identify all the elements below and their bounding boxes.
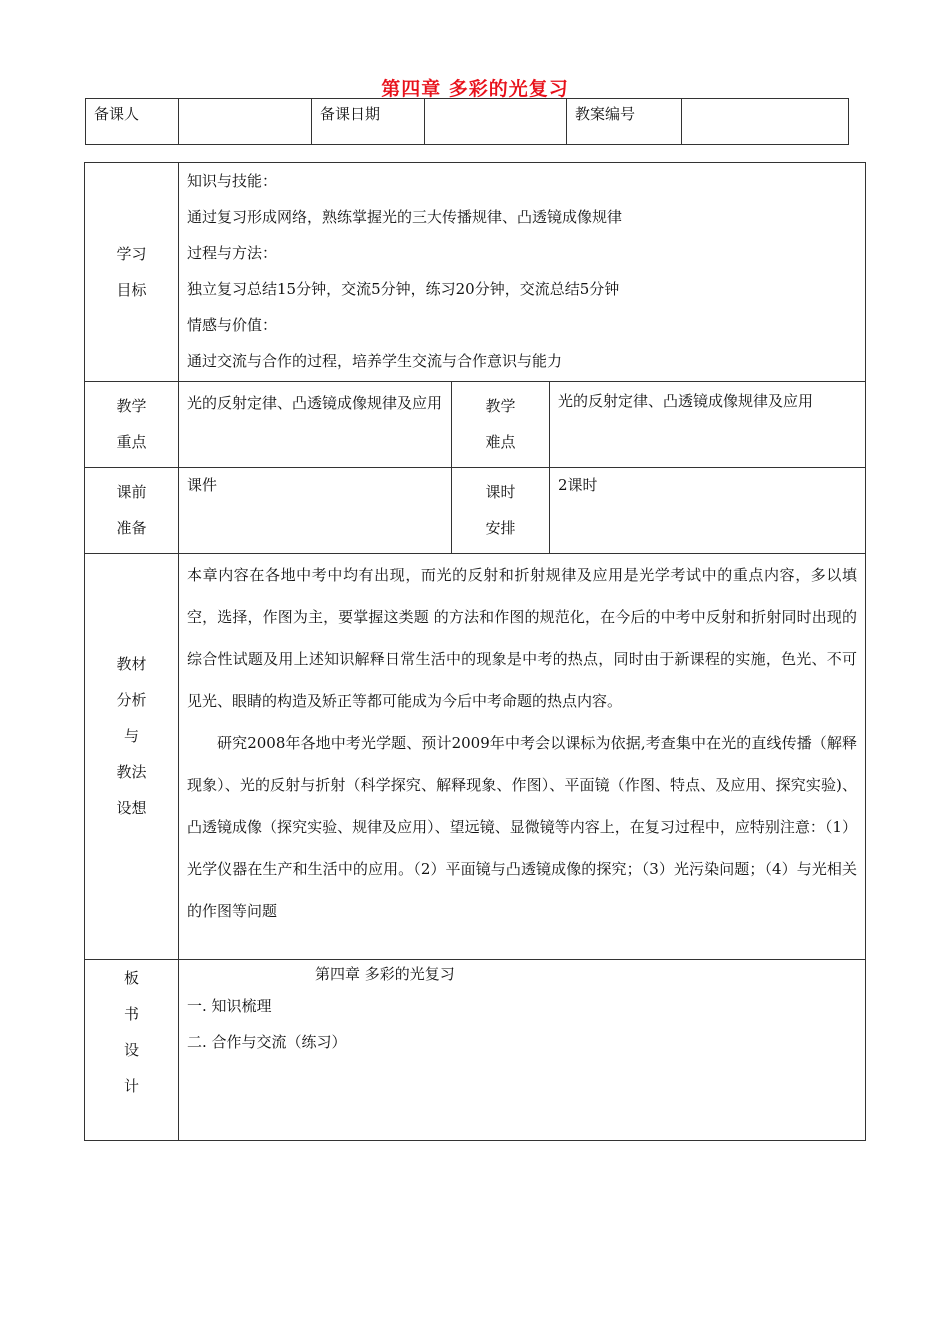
board-label: 板 书 设 计 [85, 960, 179, 1141]
header-table [85, 98, 849, 145]
objectives-line: 独立复习总结15分钟，交流5分钟，练习20分钟，交流总结5分钟 [187, 280, 620, 298]
objectives-line: 知识与技能： [187, 172, 278, 190]
preparer-label: 备课人 [86, 99, 179, 145]
board-item: 一. 知识梳理 [187, 997, 272, 1015]
board-item: 二. 合作与交流（练习） [187, 1033, 347, 1051]
analysis-paragraph: 本章内容在各地中考中均有出现，而光的反射和折射规律及应用是光学考试中的重点内容，多以填空，选择，作图为主，要掌握这类题 的方法和作图的规范化，在今后的中考中反射和折射同时出现的综合性试题及用上述知识解释日常生活中的现象是中考的热点，同时由于新课程的实施，色光、不可见光、眼睛的构造及矫正等都可能成为今后中考命题的热点内容。 [187, 566, 857, 710]
preparer-field[interactable] [179, 99, 312, 145]
analysis-label: 教材 分析 与 教法 设想 [85, 554, 179, 960]
objectives-label: 学习 目标 [85, 163, 179, 382]
board-heading: 第四章 多彩的光复习 [315, 965, 455, 983]
hours-label: 课时 安排 [452, 468, 550, 554]
key-points-label: 教学 重点 [85, 382, 179, 468]
objectives-line: 情感与价值： [187, 316, 278, 334]
analysis-content [179, 554, 866, 960]
objectives-line: 通过复习形成网络，熟练掌握光的三大传播规律、凸透镜成像规律 [187, 208, 623, 226]
preparation-content: 课件 [179, 468, 452, 554]
date-field[interactable] [425, 99, 567, 145]
date-label: 备课日期 [312, 99, 425, 145]
lesson-plan-table [84, 162, 866, 1141]
analysis-paragraph: 研究2008年各地中考光学题、预计2009年中考会以课标为依据,考查集中在光的直线传播（解释现象）、光的反射与折射（科学探究、解释现象、作图）、平面镜（作图、特点、及应用、探究实验)、凸透镜成像（探究实验、规律及应用）、望远镜、显微镜等内容上，在复习过程中，应特别注意：（1）光学仪器在生产和生活中的应用。（2）平面镜与凸透镜成像的探究；（3）光污染问题；（4）与光相关的作图等问题 [187, 734, 857, 920]
plan-number-field[interactable] [682, 99, 849, 145]
plan-number-label: 教案编号 [567, 99, 682, 145]
hours-content: 2课时 [550, 468, 866, 554]
objectives-content [179, 163, 866, 382]
preparation-label: 课前 准备 [85, 468, 179, 554]
board-content [179, 960, 866, 1141]
objectives-line: 过程与方法： [187, 244, 278, 262]
objectives-line: 通过交流与合作的过程，培养学生交流与合作意识与能力 [187, 352, 563, 370]
page-title: 第四章 多彩的光复习 [381, 78, 569, 100]
difficulties-label: 教学 难点 [452, 382, 550, 468]
key-points-content: 光的反射定律、凸透镜成像规律及应用 [179, 382, 452, 468]
difficulties-content: 光的反射定律、凸透镜成像规律及应用 [550, 382, 866, 468]
